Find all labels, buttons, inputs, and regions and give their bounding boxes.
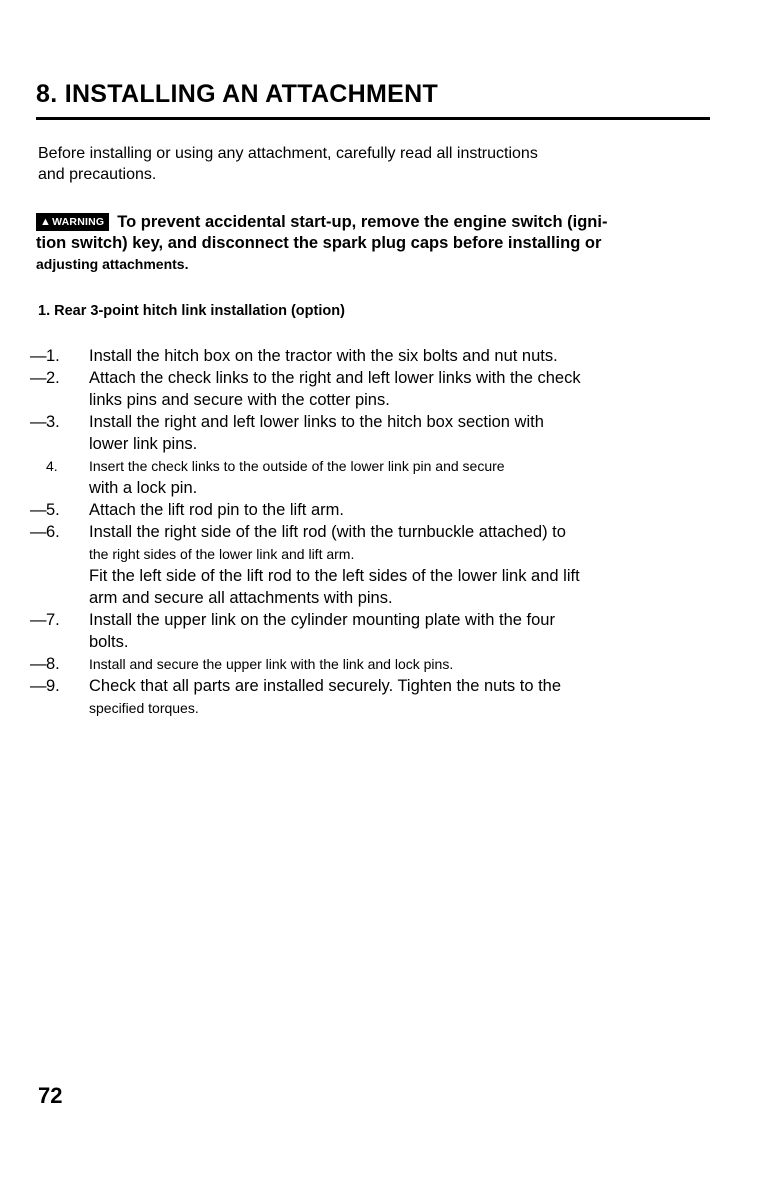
page-title: 8. INSTALLING AN ATTACHMENT <box>36 80 439 108</box>
step-item <box>30 411 720 455</box>
warning-line-2: tion switch) key, and disconnect the spark plug caps before installing or <box>36 234 602 252</box>
step-number: —7. <box>30 611 60 629</box>
warning-triangle-icon: ▲ <box>40 216 52 228</box>
title-underline <box>36 117 710 120</box>
step-item <box>30 499 720 521</box>
step-text: Install the right and left lower links to the hitch box section with <box>89 413 544 431</box>
intro-line-1: Before installing or using any attachment, carefully read all instructions <box>38 145 538 162</box>
step-text: the right sides of the lower link and lift arm. <box>89 546 355 562</box>
step-item <box>30 521 720 609</box>
step-text: Install the upper link on the cylinder mounting plate with the four <box>89 611 555 629</box>
step-number: —1. <box>30 347 60 365</box>
step-text: Install and secure the upper link with the link and lock pins. <box>89 656 454 672</box>
step-item <box>30 367 720 411</box>
step-text: links pins and secure with the cotter pins. <box>89 391 390 409</box>
warning-badge <box>36 213 109 231</box>
intro-line-2: and precautions. <box>38 166 157 183</box>
step-text: Install the right side of the lift rod (with the turnbuckle attached) to <box>89 523 566 541</box>
intro-paragraph <box>38 143 718 185</box>
step-item <box>30 345 720 367</box>
step-number: —9. <box>30 677 60 695</box>
section-heading: 1. Rear 3-point hitch link installation (option) <box>38 303 345 319</box>
step-text: with a lock pin. <box>89 479 198 497</box>
step-text: Fit the left side of the lift rod to the left sides of the lower link and lift <box>89 567 580 585</box>
step-item <box>30 653 720 675</box>
step-text: arm and secure all attachments with pins. <box>89 589 393 607</box>
warning-paragraph <box>36 212 716 275</box>
step-text: lower link pins. <box>89 435 198 453</box>
step-text: bolts. <box>89 633 129 651</box>
warning-line-3: adjusting attachments. <box>36 256 189 272</box>
step-item <box>30 455 720 499</box>
step-text: Attach the lift rod pin to the lift arm. <box>89 501 344 519</box>
step-number: —2. <box>30 369 60 387</box>
warning-line-1: To prevent accidental start-up, remove the engine switch (igni- <box>117 213 608 231</box>
step-number: 4. <box>46 458 58 474</box>
steps-list <box>30 345 720 719</box>
warning-badge-label: WARNING <box>52 216 105 228</box>
step-text: Check that all parts are installed securely. Tighten the nuts to the <box>89 677 562 695</box>
step-text: Insert the check links to the outside of the lower link pin and secure <box>89 458 505 474</box>
step-number: —5. <box>30 501 60 519</box>
step-text: Install the hitch box on the tractor with the six bolts and nut nuts. <box>89 347 558 365</box>
step-number: —6. <box>30 523 60 541</box>
step-number: —8. <box>30 655 60 673</box>
step-text: specified torques. <box>89 700 199 716</box>
page-number: 72 <box>38 1083 63 1108</box>
step-item <box>30 609 720 653</box>
step-item <box>30 675 720 719</box>
step-number: —3. <box>30 413 60 431</box>
step-text: Attach the check links to the right and left lower links with the check <box>89 369 581 387</box>
